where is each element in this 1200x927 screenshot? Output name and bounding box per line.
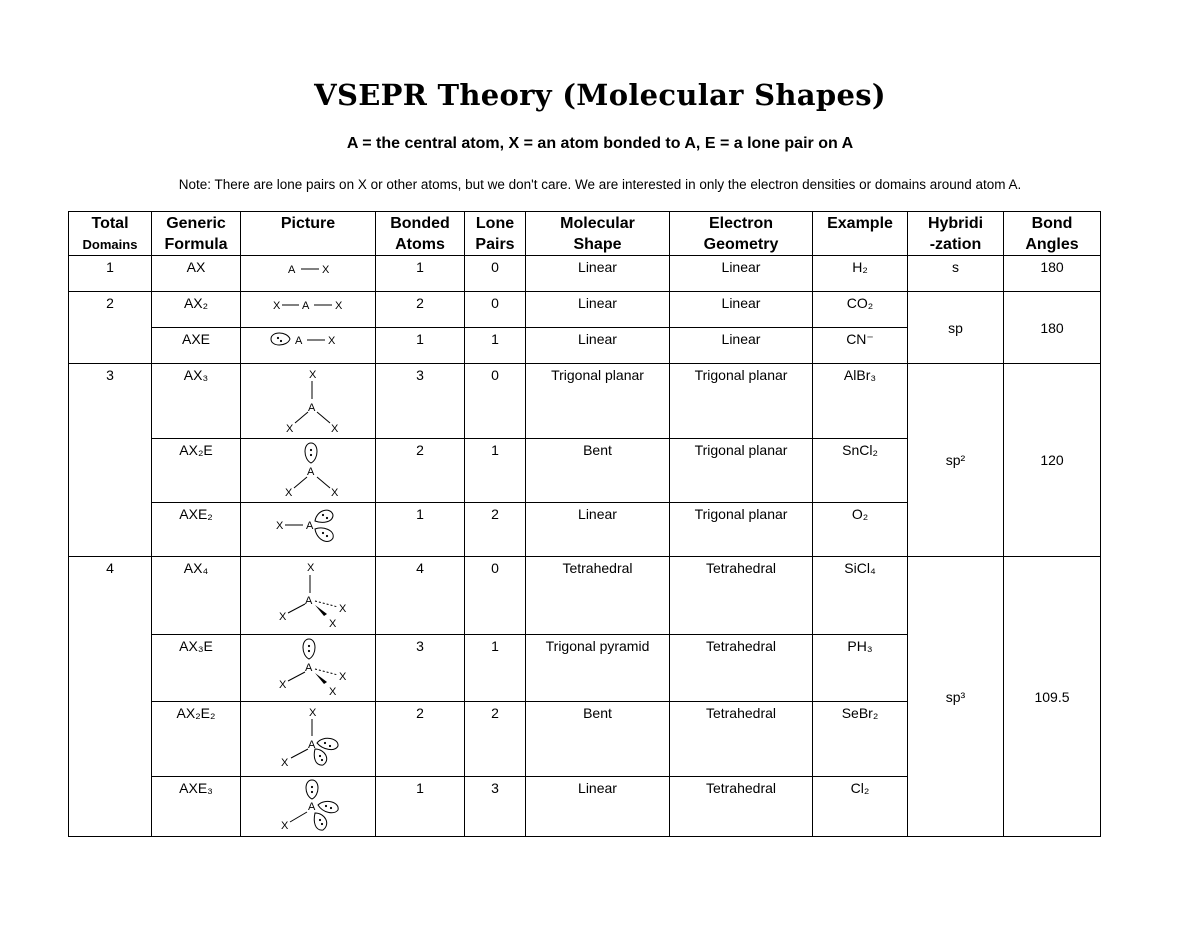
electron-geometry: Linear bbox=[670, 328, 813, 364]
hybridization: sp³ bbox=[908, 557, 1004, 837]
svg-text:X: X bbox=[279, 679, 287, 691]
example: AlBr₃ bbox=[813, 364, 908, 439]
hybridization: sp bbox=[908, 292, 1004, 364]
svg-text:A: A bbox=[306, 520, 314, 532]
svg-text:X: X bbox=[335, 300, 343, 312]
example: O₂ bbox=[813, 503, 908, 557]
example: SnCl₂ bbox=[813, 439, 908, 503]
vsepr-table bbox=[68, 211, 1101, 837]
axe-diagram bbox=[243, 328, 373, 358]
svg-text:X: X bbox=[322, 264, 330, 276]
molecular-shape: Linear bbox=[526, 256, 670, 292]
header-bonded-atoms: Bonded Atoms bbox=[376, 212, 465, 256]
bonded-atoms: 1 bbox=[376, 777, 465, 837]
molecular-shape: Linear bbox=[526, 503, 670, 557]
picture bbox=[241, 635, 376, 702]
generic-formula: AX bbox=[152, 256, 241, 292]
svg-text:A: A bbox=[302, 300, 310, 312]
header-picture: Picture bbox=[241, 212, 376, 256]
electron-geometry: Linear bbox=[670, 292, 813, 328]
generic-formula: AX₃ bbox=[152, 364, 241, 439]
lone-pairs: 0 bbox=[465, 364, 526, 439]
svg-text:X: X bbox=[331, 423, 339, 435]
electron-geometry: Trigonal planar bbox=[670, 439, 813, 503]
picture bbox=[241, 503, 376, 557]
example: SeBr₂ bbox=[813, 702, 908, 777]
svg-text:X: X bbox=[329, 618, 337, 630]
lone-pairs: 1 bbox=[465, 439, 526, 503]
total-domains: 2 bbox=[69, 292, 152, 364]
svg-text:A: A bbox=[308, 402, 316, 414]
generic-formula: AXE₃ bbox=[152, 777, 241, 837]
table-row bbox=[69, 557, 1101, 635]
total-domains: 1 bbox=[69, 256, 152, 292]
picture bbox=[241, 292, 376, 328]
lone-pairs: 1 bbox=[465, 635, 526, 702]
lone-pairs: 2 bbox=[465, 702, 526, 777]
hybridization: s bbox=[908, 256, 1004, 292]
generic-formula: AX₂ bbox=[152, 292, 241, 328]
bonded-atoms: 1 bbox=[376, 256, 465, 292]
header-row bbox=[69, 212, 1101, 256]
bonded-atoms: 3 bbox=[376, 635, 465, 702]
svg-text:A: A bbox=[307, 466, 315, 478]
header-example: Example bbox=[813, 212, 908, 256]
example: Cl₂ bbox=[813, 777, 908, 837]
bonded-atoms: 3 bbox=[376, 364, 465, 439]
svg-text:A: A bbox=[305, 595, 313, 607]
molecular-shape: Bent bbox=[526, 702, 670, 777]
molecular-shape: Trigonal planar bbox=[526, 364, 670, 439]
svg-text:X: X bbox=[339, 671, 347, 683]
table-row bbox=[69, 364, 1101, 439]
svg-text:A: A bbox=[305, 662, 313, 674]
ax3e-diagram bbox=[243, 635, 373, 699]
svg-text:A: A bbox=[295, 335, 303, 347]
svg-text:A: A bbox=[308, 801, 316, 813]
lone-pairs: 3 bbox=[465, 777, 526, 837]
generic-formula: AXE bbox=[152, 328, 241, 364]
table-row bbox=[69, 292, 1101, 328]
molecular-shape: Trigonal pyramid bbox=[526, 635, 670, 702]
generic-formula: AXE₂ bbox=[152, 503, 241, 557]
lone-pairs: 0 bbox=[465, 557, 526, 635]
picture bbox=[241, 702, 376, 777]
svg-text:X: X bbox=[329, 686, 337, 698]
table-row bbox=[69, 256, 1101, 292]
molecular-shape: Linear bbox=[526, 328, 670, 364]
header-generic-formula: Generic Formula bbox=[152, 212, 241, 256]
electron-geometry: Trigonal planar bbox=[670, 364, 813, 439]
svg-text:X: X bbox=[309, 369, 317, 381]
lone-pairs: 0 bbox=[465, 292, 526, 328]
generic-formula: AX₄ bbox=[152, 557, 241, 635]
electron-geometry: Tetrahedral bbox=[670, 635, 813, 702]
ax3-diagram bbox=[243, 364, 373, 436]
picture bbox=[241, 439, 376, 503]
ax2e-diagram bbox=[243, 439, 373, 499]
ax-diagram bbox=[243, 256, 373, 286]
molecular-shape: Bent bbox=[526, 439, 670, 503]
page-title: VSEPR Theory (Molecular Shapes) bbox=[314, 78, 886, 112]
svg-text:A: A bbox=[288, 264, 296, 276]
axe3-diagram bbox=[243, 777, 373, 835]
header-total-domains: Total Domains bbox=[69, 212, 152, 256]
ax4-diagram bbox=[243, 557, 373, 631]
lone-pairs: 1 bbox=[465, 328, 526, 364]
molecular-shape: Linear bbox=[526, 777, 670, 837]
svg-text:A: A bbox=[308, 739, 316, 751]
bond-angles: 180 bbox=[1004, 256, 1101, 292]
picture bbox=[241, 328, 376, 364]
svg-text:X: X bbox=[339, 603, 347, 615]
example: CN⁻ bbox=[813, 328, 908, 364]
total-domains: 4 bbox=[69, 557, 152, 837]
ax2-diagram bbox=[243, 292, 373, 322]
subtitle: A = the central atom, X = an atom bonded to A, E = a lone pair on A bbox=[346, 135, 854, 152]
molecular-shape: Tetrahedral bbox=[526, 557, 670, 635]
picture bbox=[241, 777, 376, 837]
bonded-atoms: 2 bbox=[376, 292, 465, 328]
svg-text:X: X bbox=[328, 335, 336, 347]
svg-text:X: X bbox=[276, 520, 284, 532]
svg-text:X: X bbox=[281, 820, 289, 832]
ax2e2-diagram bbox=[243, 702, 373, 774]
bonded-atoms: 2 bbox=[376, 702, 465, 777]
header-hybridization: Hybridi -zation bbox=[908, 212, 1004, 256]
electron-geometry: Trigonal planar bbox=[670, 503, 813, 557]
header-lone-pairs: Lone Pairs bbox=[465, 212, 526, 256]
svg-text:X: X bbox=[281, 757, 289, 769]
svg-text:X: X bbox=[286, 423, 294, 435]
bond-angles: 109.5 bbox=[1004, 557, 1101, 837]
generic-formula: AX₃E bbox=[152, 635, 241, 702]
generic-formula: AX₂E bbox=[152, 439, 241, 503]
lone-pairs: 0 bbox=[465, 256, 526, 292]
generic-formula: AX₂E₂ bbox=[152, 702, 241, 777]
example: PH₃ bbox=[813, 635, 908, 702]
electron-geometry: Tetrahedral bbox=[670, 702, 813, 777]
header-bond-angles: Bond Angles bbox=[1004, 212, 1101, 256]
axe2-diagram bbox=[243, 503, 373, 553]
svg-text:X: X bbox=[307, 562, 315, 574]
svg-text:X: X bbox=[309, 707, 317, 719]
svg-text:X: X bbox=[285, 487, 293, 499]
example: SiCl₄ bbox=[813, 557, 908, 635]
electron-geometry: Tetrahedral bbox=[670, 557, 813, 635]
header-electron-geometry: Electron Geometry bbox=[670, 212, 813, 256]
picture bbox=[241, 364, 376, 439]
svg-text:X: X bbox=[273, 300, 281, 312]
picture bbox=[241, 256, 376, 292]
svg-text:X: X bbox=[279, 611, 287, 623]
header-molecular-shape: Molecular Shape bbox=[526, 212, 670, 256]
electron-geometry: Linear bbox=[670, 256, 813, 292]
bond-angles: 180 bbox=[1004, 292, 1101, 364]
picture bbox=[241, 557, 376, 635]
total-domains: 3 bbox=[69, 364, 152, 557]
svg-text:X: X bbox=[331, 487, 339, 499]
bonded-atoms: 4 bbox=[376, 557, 465, 635]
example: CO₂ bbox=[813, 292, 908, 328]
hybridization: sp² bbox=[908, 364, 1004, 557]
bonded-atoms: 1 bbox=[376, 328, 465, 364]
molecular-shape: Linear bbox=[526, 292, 670, 328]
example: H₂ bbox=[813, 256, 908, 292]
lone-pairs: 2 bbox=[465, 503, 526, 557]
electron-geometry: Tetrahedral bbox=[670, 777, 813, 837]
bond-angles: 120 bbox=[1004, 364, 1101, 557]
bonded-atoms: 1 bbox=[376, 503, 465, 557]
note: Note: There are lone pairs on X or other atoms, but we don't care. We are interested in only the electron densities or domains around atom A. bbox=[178, 177, 1022, 192]
bonded-atoms: 2 bbox=[376, 439, 465, 503]
